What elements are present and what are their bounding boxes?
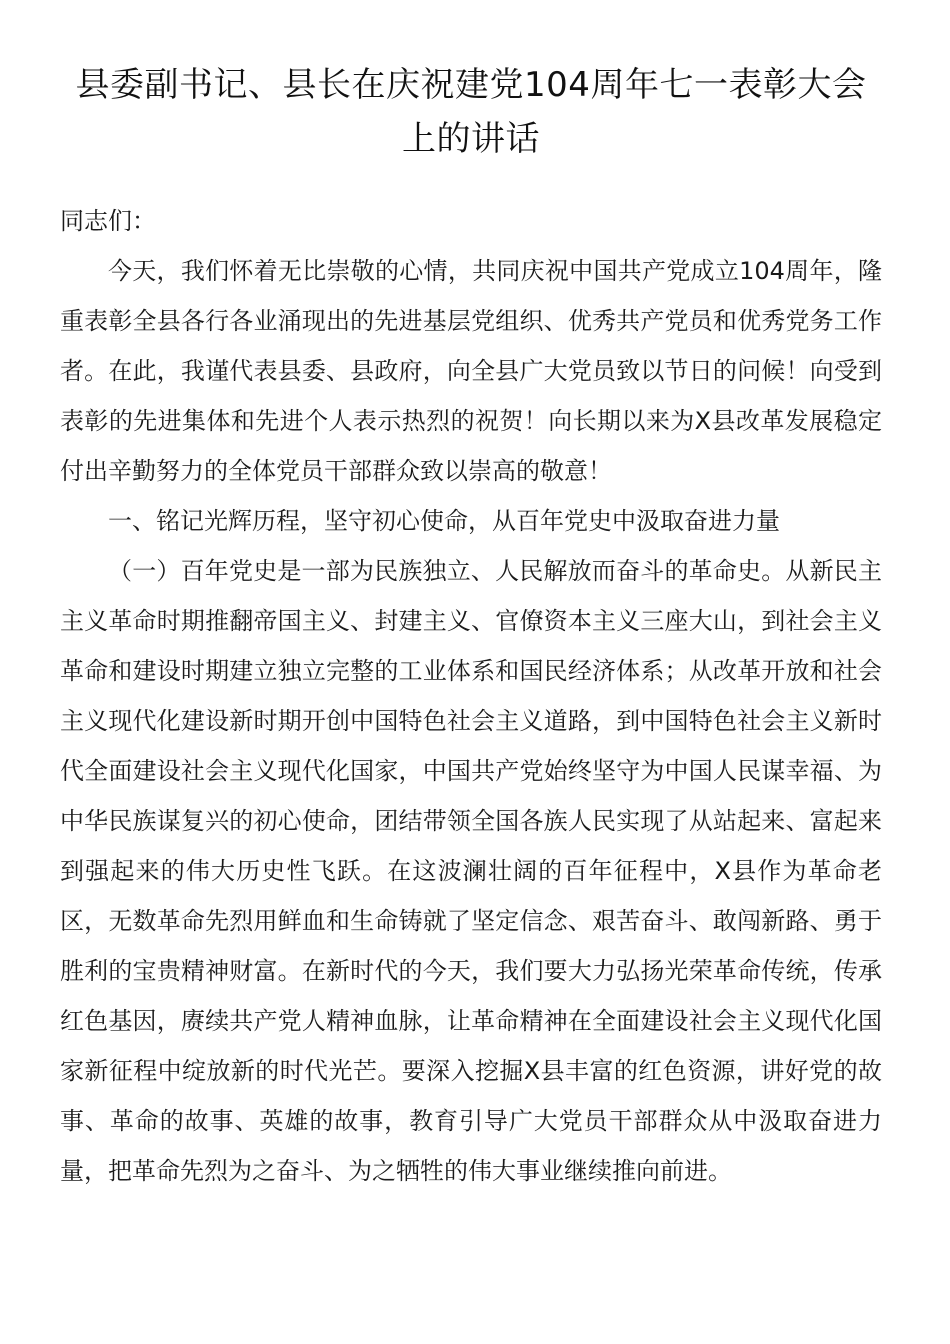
salutation: 同志们： — [60, 207, 156, 235]
document-body — [60, 196, 882, 1196]
intro-paragraph: 今天，我们怀着无比崇敬的心情，共同庆祝中国共产党成立104周年，隆重表彰全县各行各业涌现出的先进基层党组织、优秀共产党员和优秀党务工作者。在此，我谨代表县委、县政府，向全县广大党员致以节日的问候！向受到表彰的先进集体和先进个人表示热烈的祝贺！向长期以来为X县改革发展稳定付出辛勤努力的全体党员干部群众致以崇高的敬意！ — [60, 257, 882, 485]
section-1-paragraph: （一）百年党史是一部为民族独立、人民解放而奋斗的革命史。从新民主主义革命时期推翻帝国主义、封建主义、官僚资本主义三座大山，到社会主义革命和建设时期建立独立完整的工业体系和国民经济体系；从改革开放和社会主义现代化建设新时期开创中国特色社会主义道路，到中国特色社会主义新时代全面建设社会主义现代化国家，中国共产党始终坚守为中国人民谋幸福、为中华民族谋复兴的初心使命，团结带领全国各族人民实现了从站起来、富起来到强起来的伟大历史性飞跃。在这波澜壮阔的百年征程中，X县作为革命老区，无数革命先烈用鲜血和生命铸就了坚定信念、艰苦奋斗、敢闯新路、勇于胜利的宝贵精神财富。在新时代的今天，我们要大力弘扬光荣革命传统，传承红色基因，赓续共产党人精神血脉，让革命精神在全面建设社会主义现代化国家新征程中绽放新的时代光芒。要深入挖掘X县丰富的红色资源，讲好党的故事、革命的故事、英雄的故事，教育引导广大党员干部群众从中汲取奋进力量，把革命先烈为之奋斗、为之牺牲的伟大事业继续推向前进。 — [60, 557, 882, 1185]
document-title: 县委副书记、县长在庆祝建党104周年七一表彰大会上的讲话 — [75, 65, 867, 159]
section-1-heading: 一、铭记光辉历程，坚守初心使命，从百年党史中汲取奋进力量 — [108, 507, 780, 535]
